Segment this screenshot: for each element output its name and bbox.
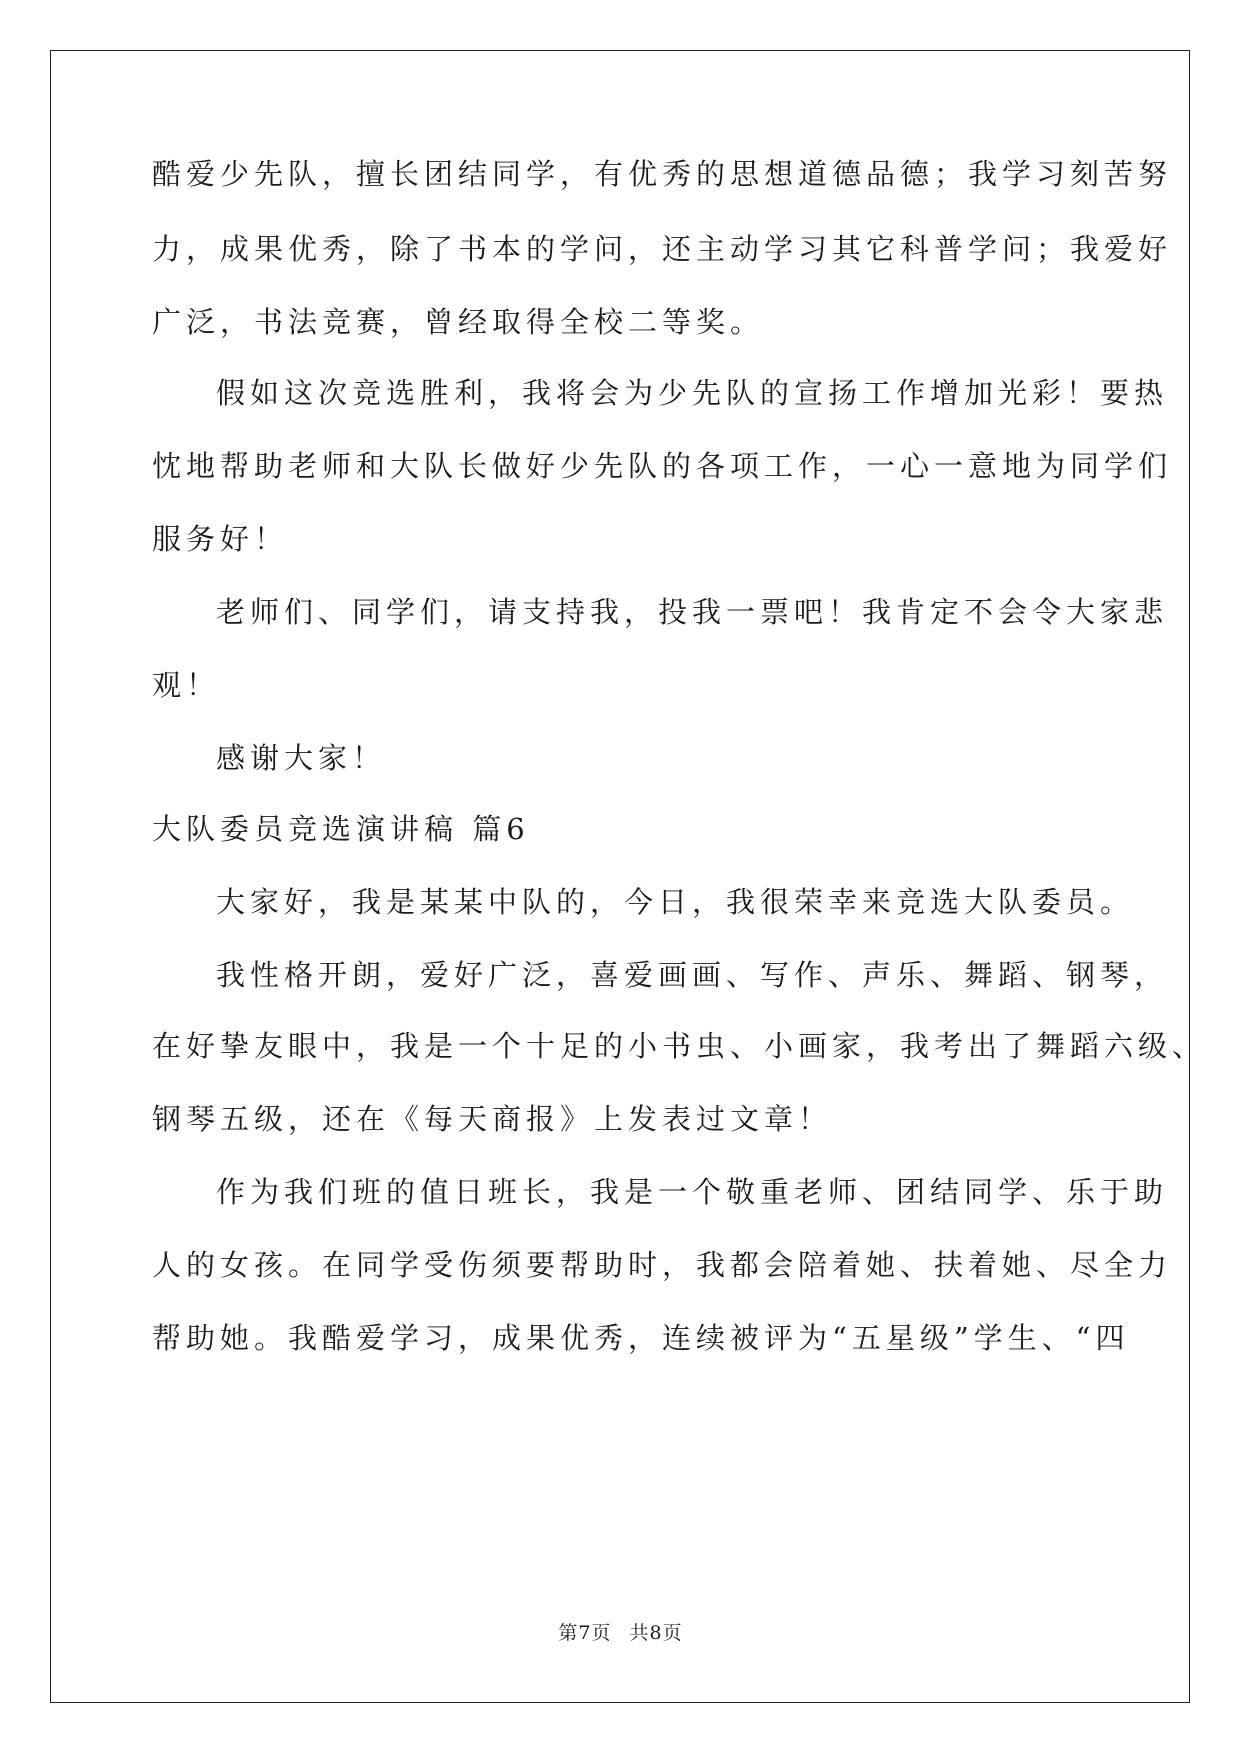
section-heading: 大队委员竞选演讲稿 篇6	[152, 812, 530, 846]
text-line-17: 帮助她。我酷爱学习，成果优秀，连续被评为“五星级”学生、“四	[152, 1321, 1130, 1355]
text-line-16: 人的女孩。在同学受伤须要帮助时，我都会陪着她、扶着她、尽全力	[152, 1248, 1173, 1282]
paragraph-line-11: 大家好，我是某某中队的，今日，我很荣幸来竞选大队委员。	[216, 885, 1135, 919]
text-line-1: 酷爱少先队，擅长团结同学，有优秀的思想道德品德；我学习刻苦努	[152, 157, 1173, 191]
text-line-3: 广泛，书法竞赛，曾经取得全校二等奖。	[152, 305, 765, 339]
paragraph-line-12: 我性格开朗，爱好广泛，喜爱画画、写作、声乐、舞蹈、钢琴，	[216, 958, 1169, 992]
total-pages-label: 共8页	[629, 1622, 683, 1644]
paragraph-line-4: 假如这次竞选胜利，我将会为少先队的宣扬工作增加光彩！要热	[216, 376, 1169, 410]
paragraph-line-9: 感谢大家！	[216, 741, 387, 775]
text-line-5: 忱地帮助老师和大队长做好少先队的各项工作，一心一意地为同学们	[152, 449, 1173, 483]
text-line-2: 力，成果优秀，除了书本的学问，还主动学习其它科普学问；我爱好	[152, 232, 1173, 266]
page-footer	[0, 1621, 1241, 1645]
paragraph-line-15: 作为我们班的值日班长，我是一个敬重老师、团结同学、乐于助	[216, 1175, 1169, 1209]
paragraph-line-7: 老师们、同学们，请支持我，投我一票吧！我肯定不会令大家悲	[216, 595, 1169, 629]
current-page-label: 第7页	[558, 1622, 612, 1644]
page-border	[50, 50, 1190, 1703]
text-line-6: 服务好！	[152, 522, 289, 556]
text-line-8: 观！	[152, 668, 221, 702]
text-line-13: 在好挚友眼中，我是一个十足的小书虫、小画家，我考出了舞蹈六级、	[152, 1029, 1207, 1063]
text-line-14: 钢琴五级，还在《每天商报》上发表过文章！	[152, 1102, 833, 1136]
